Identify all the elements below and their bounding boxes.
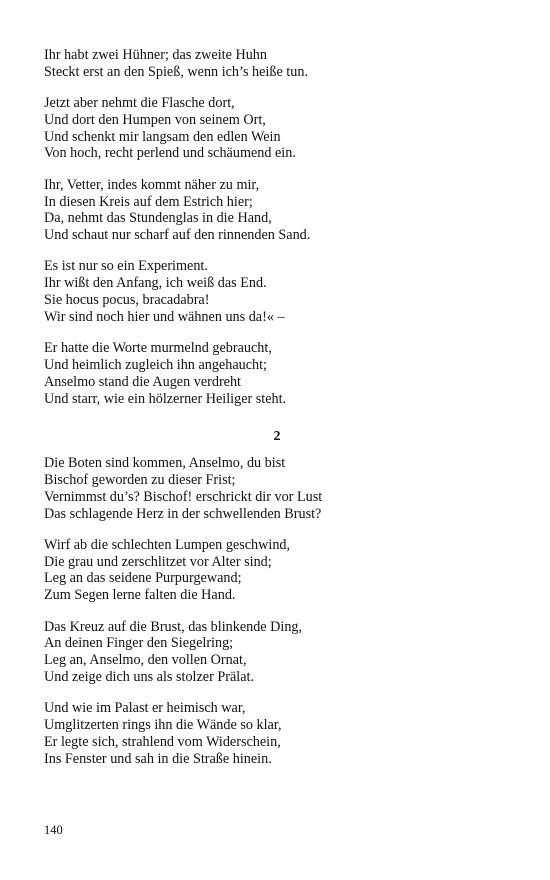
- verse-line: Das Kreuz auf die Brust, das blinkende Ding,: [44, 618, 303, 635]
- stanza: [44, 340, 510, 407]
- verse-line: Vernimmst du’s? Bischof! erschrickt dir vor Lust: [44, 488, 323, 505]
- poem-part-1: [44, 47, 510, 407]
- poem-part-2: [44, 455, 510, 767]
- stanza: [44, 95, 510, 162]
- verse-line: An deinen Finger den Siegelring;: [44, 635, 234, 652]
- verse-line: Und wie im Palast er heimisch war,: [44, 700, 246, 717]
- verse-line: Das schlagende Herz in der schwellenden Brust?: [44, 505, 322, 522]
- verse-line: Er hatte die Worte murmelnd gebraucht,: [44, 340, 272, 357]
- verse-line: Wirf ab die schlechten Lumpen geschwind,: [44, 536, 291, 553]
- verse-line: Ins Fenster und sah in die Straße hinein.: [44, 750, 272, 767]
- stanza: [44, 455, 510, 522]
- verse-line: Von hoch, recht perlend und schäumend ein.: [44, 145, 296, 162]
- verse-line: Sie hocus pocus, bracadabra!: [44, 292, 210, 309]
- stanza: [44, 537, 510, 604]
- verse-line: Ihr habt zwei Hühner; das zweite Huhn: [44, 47, 267, 63]
- verse-line: Und starr, wie ein hölzerner Heiliger steht.: [44, 390, 287, 407]
- verse-line: Und schenkt mir langsam den edlen Wein: [44, 128, 281, 145]
- verse-line: In diesen Kreis auf dem Estrich hier;: [44, 193, 253, 210]
- stanza: [44, 619, 510, 686]
- verse-line: Es ist nur so ein Experiment.: [44, 258, 208, 275]
- verse-line: Und schaut nur scharf auf den rinnenden Sand.: [44, 227, 311, 244]
- verse-line: Umglitzerten rings ihn die Wände so klar,: [44, 717, 282, 733]
- verse-line: Da, nehmt das Stundenglas in die Hand,: [44, 210, 272, 227]
- verse-line: Leg an, Anselmo, den vollen Ornat,: [44, 652, 247, 669]
- stanza: [44, 47, 510, 81]
- stanza: [44, 258, 510, 325]
- verse-line: Und heimlich zugleich ihn angehaucht;: [44, 356, 267, 373]
- verse-line: Bischof geworden zu dieser Frist;: [44, 471, 236, 488]
- verse-line: Die Boten sind kommen, Anselmo, du bist: [44, 455, 286, 472]
- verse-line: Er legte sich, strahlend vom Widerschein,: [44, 733, 281, 750]
- verse-line: Und dort den Humpen von seinem Ort,: [44, 111, 266, 128]
- page-number: 140: [44, 823, 63, 837]
- verse-line: Die grau und zerschlitzet vor Alter sind;: [44, 553, 272, 570]
- verse-line: Ihr wißt den Anfang, ich weiß das End.: [44, 275, 267, 292]
- verse-line: Steckt erst an den Spieß, wenn ich’s heiße tun.: [44, 63, 308, 80]
- verse-line: Ihr, Vetter, indes kommt näher zu mir,: [44, 176, 260, 193]
- verse-line: Jetzt aber nehmt die Flasche dort,: [44, 95, 235, 112]
- verse-line: Zum Segen lerne falten die Hand.: [44, 587, 236, 604]
- stanza: [44, 177, 510, 244]
- stanza: [44, 700, 510, 767]
- verse-line: Leg an das seidene Purpurgewand;: [44, 570, 242, 587]
- verse-line: Wir sind noch hier und wähnen uns da!« –: [44, 308, 285, 325]
- section-number: 2: [273, 429, 281, 445]
- verse-line: Anselmo stand die Augen verdreht: [44, 373, 242, 390]
- verse-line: Und zeige dich uns als stolzer Prälat.: [44, 668, 254, 685]
- page-text: [44, 47, 510, 782]
